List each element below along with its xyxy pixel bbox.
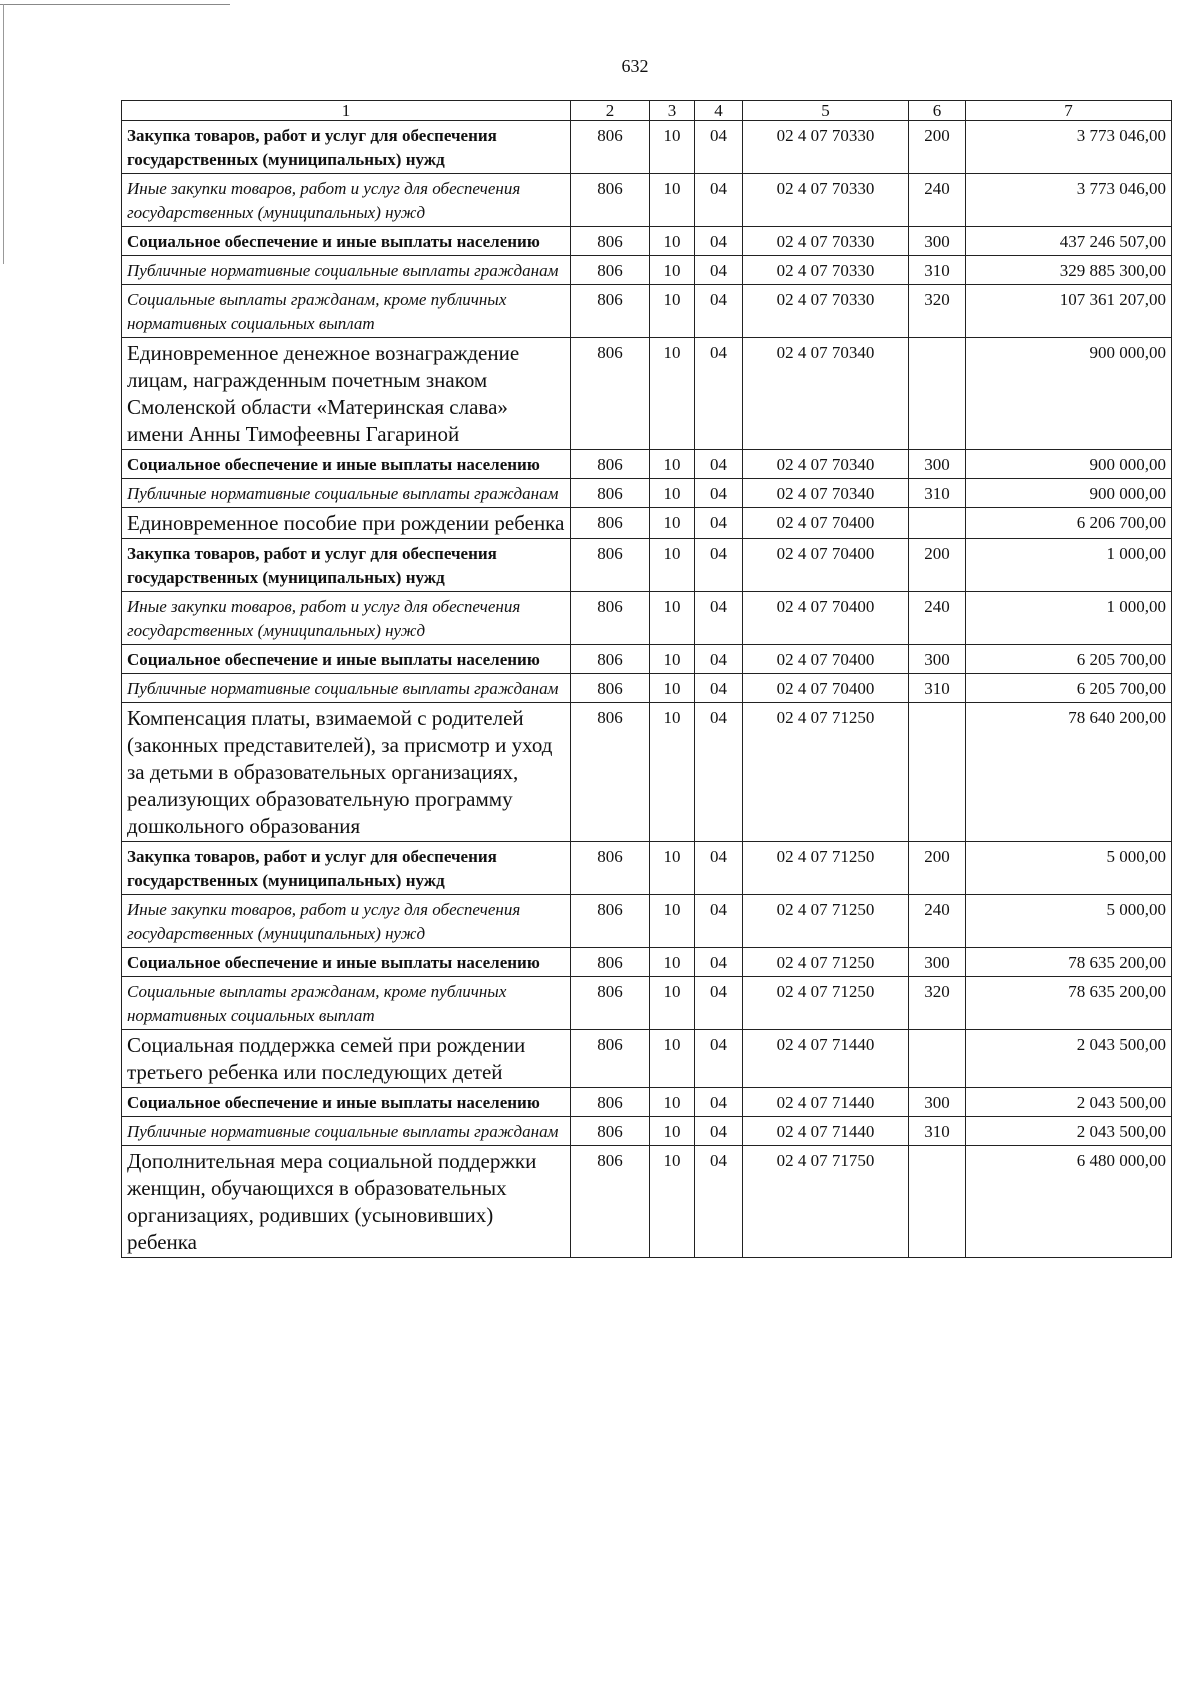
subsection-cell: 04	[695, 1030, 743, 1088]
item-name-cell	[122, 174, 571, 227]
table-row	[122, 1146, 1172, 1258]
item-name: Публичные нормативные социальные выплаты гражданам	[127, 484, 559, 503]
expense-type-cell: 310	[909, 1117, 966, 1146]
admin-code-cell: 806	[571, 1030, 650, 1088]
section-cell: 10	[650, 1030, 695, 1088]
item-name-cell	[122, 895, 571, 948]
item-name: Единовременное пособие при рождении ребенка	[127, 511, 565, 535]
target-article-cell: 02 4 07 70400	[743, 645, 909, 674]
section-cell: 10	[650, 227, 695, 256]
expense-type-cell: 200	[909, 121, 966, 174]
item-name-cell	[122, 450, 571, 479]
admin-code-cell: 806	[571, 895, 650, 948]
subsection-cell: 04	[695, 285, 743, 338]
amount-cell: 5 000,00	[966, 895, 1172, 948]
subsection-cell: 04	[695, 121, 743, 174]
section-cell: 10	[650, 842, 695, 895]
amount-cell: 78 635 200,00	[966, 948, 1172, 977]
item-name: Публичные нормативные социальные выплаты гражданам	[127, 1122, 559, 1141]
amount-cell: 2 043 500,00	[966, 1088, 1172, 1117]
target-article-cell: 02 4 07 70400	[743, 674, 909, 703]
section-cell: 10	[650, 450, 695, 479]
item-name: Компенсация платы, взимаемой с родителей (законных представителей), за присмотр и уход за детьми в образовательных организациях, реализующих образовательную программу дошкольного образования	[127, 706, 553, 838]
section-cell: 10	[650, 174, 695, 227]
item-name: Иные закупки товаров, работ и услуг для обеспечения государственных (муниципальных) нужд	[127, 179, 521, 222]
item-name: Социальное обеспечение и иные выплаты населению	[127, 455, 540, 474]
expense-type-cell: 300	[909, 450, 966, 479]
target-article-cell: 02 4 07 71250	[743, 703, 909, 842]
admin-code-cell: 806	[571, 174, 650, 227]
subsection-cell: 04	[695, 174, 743, 227]
admin-code-cell: 806	[571, 121, 650, 174]
item-name-cell	[122, 1117, 571, 1146]
target-article-cell: 02 4 07 70330	[743, 174, 909, 227]
table-row	[122, 645, 1172, 674]
item-name-cell	[122, 703, 571, 842]
header-cell: 1	[122, 101, 571, 121]
expense-type-cell: 240	[909, 592, 966, 645]
subsection-cell: 04	[695, 479, 743, 508]
table-row	[122, 121, 1172, 174]
item-name: Иные закупки товаров, работ и услуг для обеспечения государственных (муниципальных) нужд	[127, 900, 521, 943]
subsection-cell: 04	[695, 842, 743, 895]
subsection-cell: 04	[695, 645, 743, 674]
target-article-cell: 02 4 07 71440	[743, 1117, 909, 1146]
item-name-cell	[122, 1030, 571, 1088]
section-cell: 10	[650, 592, 695, 645]
section-cell: 10	[650, 977, 695, 1030]
header-cell: 3	[650, 101, 695, 121]
item-name-cell	[122, 977, 571, 1030]
amount-cell: 5 000,00	[966, 842, 1172, 895]
section-cell: 10	[650, 1117, 695, 1146]
expense-type-cell: 310	[909, 479, 966, 508]
amount-cell: 2 043 500,00	[966, 1030, 1172, 1088]
section-cell: 10	[650, 121, 695, 174]
target-article-cell: 02 4 07 71250	[743, 948, 909, 977]
item-name-cell	[122, 592, 571, 645]
item-name: Иные закупки товаров, работ и услуг для обеспечения государственных (муниципальных) нужд	[127, 597, 521, 640]
item-name: Социальная поддержка семей при рождении третьего ребенка или последующих детей	[127, 1033, 526, 1084]
header-cell: 7	[966, 101, 1172, 121]
item-name-cell	[122, 539, 571, 592]
subsection-cell: 04	[695, 1117, 743, 1146]
subsection-cell: 04	[695, 227, 743, 256]
section-cell: 10	[650, 479, 695, 508]
expense-type-cell	[909, 338, 966, 450]
item-name-cell	[122, 674, 571, 703]
amount-cell: 6 205 700,00	[966, 645, 1172, 674]
item-name-cell	[122, 948, 571, 977]
item-name-cell	[122, 1088, 571, 1117]
admin-code-cell: 806	[571, 285, 650, 338]
amount-cell: 107 361 207,00	[966, 285, 1172, 338]
item-name-cell	[122, 256, 571, 285]
expense-type-cell	[909, 1146, 966, 1258]
expense-type-cell: 200	[909, 842, 966, 895]
scan-edge-line-vertical	[3, 4, 4, 264]
subsection-cell: 04	[695, 1088, 743, 1117]
item-name: Закупка товаров, работ и услуг для обеспечения государственных (муниципальных) нужд	[127, 126, 497, 169]
subsection-cell: 04	[695, 539, 743, 592]
admin-code-cell: 806	[571, 948, 650, 977]
page-number: 632	[621, 56, 649, 76]
expense-type-cell: 320	[909, 977, 966, 1030]
target-article-cell: 02 4 07 70340	[743, 479, 909, 508]
item-name: Социальное обеспечение и иные выплаты населению	[127, 232, 540, 251]
admin-code-cell: 806	[571, 1146, 650, 1258]
table-row	[122, 895, 1172, 948]
table-row	[122, 256, 1172, 285]
table-row	[122, 338, 1172, 450]
admin-code-cell: 806	[571, 977, 650, 1030]
scan-edge-line	[0, 4, 230, 5]
amount-cell: 78 635 200,00	[966, 977, 1172, 1030]
expense-type-cell: 310	[909, 256, 966, 285]
item-name: Социальные выплаты гражданам, кроме публичных нормативных социальных выплат	[127, 290, 507, 333]
amount-cell: 437 246 507,00	[966, 227, 1172, 256]
section-cell: 10	[650, 948, 695, 977]
item-name: Социальное обеспечение и иные выплаты населению	[127, 650, 540, 669]
admin-code-cell: 806	[571, 508, 650, 539]
expense-type-cell: 240	[909, 895, 966, 948]
target-article-cell: 02 4 07 70400	[743, 508, 909, 539]
table-row	[122, 842, 1172, 895]
subsection-cell: 04	[695, 450, 743, 479]
admin-code-cell: 806	[571, 1117, 650, 1146]
expense-type-cell: 300	[909, 645, 966, 674]
table-row	[122, 977, 1172, 1030]
target-article-cell: 02 4 07 71440	[743, 1030, 909, 1088]
amount-cell: 6 206 700,00	[966, 508, 1172, 539]
budget-table	[121, 100, 1172, 1258]
section-cell: 10	[650, 895, 695, 948]
admin-code-cell: 806	[571, 338, 650, 450]
table-row	[122, 592, 1172, 645]
subsection-cell: 04	[695, 508, 743, 539]
target-article-cell: 02 4 07 70400	[743, 539, 909, 592]
table-row	[122, 174, 1172, 227]
amount-cell: 2 043 500,00	[966, 1117, 1172, 1146]
subsection-cell: 04	[695, 977, 743, 1030]
expense-type-cell: 300	[909, 227, 966, 256]
amount-cell: 900 000,00	[966, 450, 1172, 479]
subsection-cell: 04	[695, 703, 743, 842]
table-row	[122, 703, 1172, 842]
item-name: Дополнительная мера социальной поддержки женщин, обучающихся в образовательных организациях, родивших (усыновивших) ребенка	[127, 1149, 537, 1254]
expense-type-cell: 240	[909, 174, 966, 227]
header-cell: 6	[909, 101, 966, 121]
item-name: Социальные выплаты гражданам, кроме публичных нормативных социальных выплат	[127, 982, 507, 1025]
target-article-cell: 02 4 07 71750	[743, 1146, 909, 1258]
subsection-cell: 04	[695, 674, 743, 703]
item-name: Закупка товаров, работ и услуг для обеспечения государственных (муниципальных) нужд	[127, 544, 497, 587]
amount-cell: 900 000,00	[966, 338, 1172, 450]
item-name-cell	[122, 1146, 571, 1258]
amount-cell: 900 000,00	[966, 479, 1172, 508]
header-cell: 5	[743, 101, 909, 121]
admin-code-cell: 806	[571, 256, 650, 285]
admin-code-cell: 806	[571, 450, 650, 479]
item-name: Социальное обеспечение и иные выплаты населению	[127, 953, 540, 972]
item-name: Публичные нормативные социальные выплаты гражданам	[127, 261, 559, 280]
admin-code-cell: 806	[571, 703, 650, 842]
admin-code-cell: 806	[571, 592, 650, 645]
item-name-cell	[122, 508, 571, 539]
item-name-cell	[122, 121, 571, 174]
item-name-cell	[122, 479, 571, 508]
table-row	[122, 508, 1172, 539]
subsection-cell: 04	[695, 1146, 743, 1258]
admin-code-cell: 806	[571, 645, 650, 674]
amount-cell: 1 000,00	[966, 592, 1172, 645]
table-row	[122, 948, 1172, 977]
target-article-cell: 02 4 07 70330	[743, 227, 909, 256]
target-article-cell: 02 4 07 70330	[743, 256, 909, 285]
admin-code-cell: 806	[571, 539, 650, 592]
table-row	[122, 1088, 1172, 1117]
expense-type-cell: 320	[909, 285, 966, 338]
section-cell: 10	[650, 539, 695, 592]
table-row	[122, 1030, 1172, 1088]
section-cell: 10	[650, 703, 695, 842]
subsection-cell: 04	[695, 338, 743, 450]
subsection-cell: 04	[695, 948, 743, 977]
table-body	[122, 101, 1172, 1258]
item-name-cell	[122, 285, 571, 338]
table-row	[122, 479, 1172, 508]
item-name: Закупка товаров, работ и услуг для обеспечения государственных (муниципальных) нужд	[127, 847, 497, 890]
target-article-cell: 02 4 07 70400	[743, 592, 909, 645]
item-name: Единовременное денежное вознаграждение лицам, награжденным почетным знаком Смоленской области «Материнская слава» имени Анны Тимофеевны Гагариной	[127, 341, 520, 446]
section-cell: 10	[650, 645, 695, 674]
subsection-cell: 04	[695, 895, 743, 948]
amount-cell: 329 885 300,00	[966, 256, 1172, 285]
target-article-cell: 02 4 07 71250	[743, 895, 909, 948]
section-cell: 10	[650, 338, 695, 450]
admin-code-cell: 806	[571, 674, 650, 703]
header-cell: 4	[695, 101, 743, 121]
section-cell: 10	[650, 1146, 695, 1258]
amount-cell: 6 480 000,00	[966, 1146, 1172, 1258]
admin-code-cell: 806	[571, 842, 650, 895]
section-cell: 10	[650, 1088, 695, 1117]
target-article-cell: 02 4 07 71250	[743, 842, 909, 895]
expense-type-cell: 300	[909, 948, 966, 977]
section-cell: 10	[650, 508, 695, 539]
target-article-cell: 02 4 07 71250	[743, 977, 909, 1030]
section-cell: 10	[650, 674, 695, 703]
expense-type-cell: 200	[909, 539, 966, 592]
table-row	[122, 450, 1172, 479]
target-article-cell: 02 4 07 70330	[743, 121, 909, 174]
subsection-cell: 04	[695, 592, 743, 645]
target-article-cell: 02 4 07 70330	[743, 285, 909, 338]
target-article-cell: 02 4 07 70340	[743, 450, 909, 479]
item-name-cell	[122, 842, 571, 895]
table-row	[122, 285, 1172, 338]
expense-type-cell	[909, 703, 966, 842]
item-name: Публичные нормативные социальные выплаты гражданам	[127, 679, 559, 698]
admin-code-cell: 806	[571, 227, 650, 256]
amount-cell: 3 773 046,00	[966, 174, 1172, 227]
section-cell: 10	[650, 256, 695, 285]
admin-code-cell: 806	[571, 1088, 650, 1117]
expense-type-cell	[909, 1030, 966, 1088]
table-row	[122, 227, 1172, 256]
amount-cell: 1 000,00	[966, 539, 1172, 592]
section-cell: 10	[650, 285, 695, 338]
amount-cell: 78 640 200,00	[966, 703, 1172, 842]
item-name-cell	[122, 338, 571, 450]
expense-type-cell: 300	[909, 1088, 966, 1117]
expense-type-cell: 310	[909, 674, 966, 703]
item-name: Социальное обеспечение и иные выплаты населению	[127, 1093, 540, 1112]
header-cell: 2	[571, 101, 650, 121]
table-row	[122, 674, 1172, 703]
table-row	[122, 539, 1172, 592]
item-name-cell	[122, 227, 571, 256]
subsection-cell: 04	[695, 256, 743, 285]
table-header-row	[122, 101, 1172, 121]
table-row	[122, 1117, 1172, 1146]
amount-cell: 6 205 700,00	[966, 674, 1172, 703]
admin-code-cell: 806	[571, 479, 650, 508]
amount-cell: 3 773 046,00	[966, 121, 1172, 174]
expense-type-cell	[909, 508, 966, 539]
target-article-cell: 02 4 07 70340	[743, 338, 909, 450]
item-name-cell	[122, 645, 571, 674]
target-article-cell: 02 4 07 71440	[743, 1088, 909, 1117]
